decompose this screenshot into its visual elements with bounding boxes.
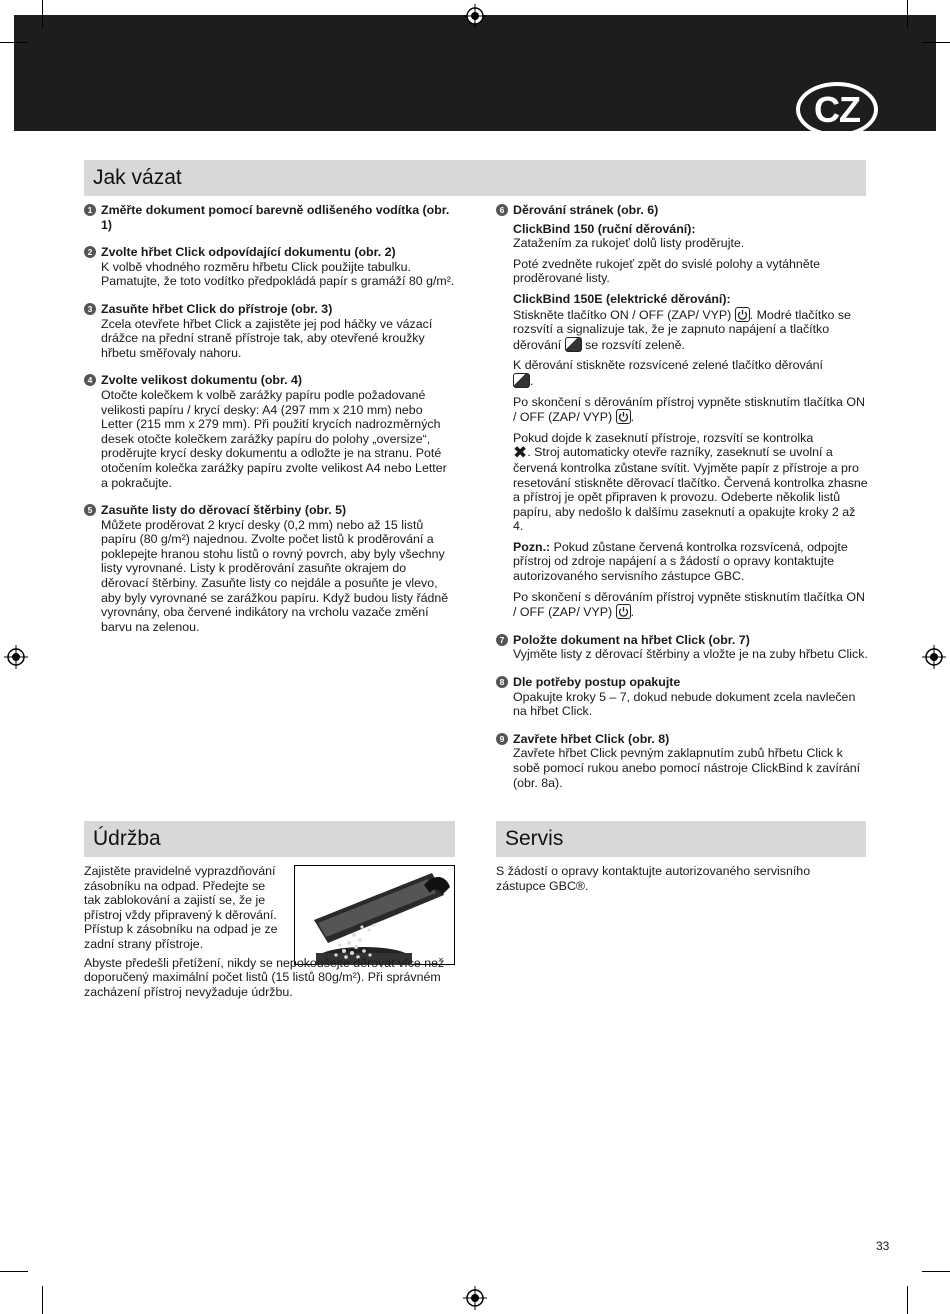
power-button-icon xyxy=(616,604,631,619)
registration-mark-icon xyxy=(4,645,28,669)
jam-x-icon: ✖ xyxy=(513,443,528,463)
country-badge: CZ xyxy=(796,82,878,137)
step-6: 6 Děrování stránek (obr. 6) ClickBind 150 (ruční děrování): Zatažením za rukojeť dolů listy proděrujte. Poté zvedněte rukojeť zpět do svislé polohy a vytáhněte proděrované listy. ClickBind 150E (elektrické děrování): Stiskněte tlačítko ON / OFF (ZAP/ VYP) . Modré tlačítko se rozsvítí a signalizuje tak, že je zapnuto napájení a tlačítko děrování se rozsvítí zeleně. K děrování stiskněte rozsvícené zelené tlačítko děrování . Po skončení s děrováním přístroj vypněte stisknutím tlačítka ON / OFF (ZAP/ VYP) . Pokud dojde k zaseknutí přístroje, rozsvítí se kontrolka ✖. Stroj automaticky otevře razníky, zaseknutí se uvolní a červená kontrolka zůstane svítit. Vyjměte papír z přístroje a pro resetování stiskněte děrovací tlačítko. Červená kontrolka zhasne a přístroj je opět připraven k provozu. Odeberte několik listů papíru, aby nedošlo k dalšímu zaseknutí a opakujte kroky 2 až 4. Pozn.: Pokud zůstane červená kontrolka rozsvícená, odpojte přístroj od zdroje napájení a s žádostí o opravy kontaktujte autorizovaného servisního zástupce GBC. Po skončení s děrováním přístroj vypněte stisknutím tlačítka ON / OFF (ZAP/ VYP) . xyxy=(496,203,868,620)
servis-text xyxy=(496,864,856,897)
step-text: Zavřete hřbet Click pevným zaklapnutím zubů hřbetu Click k sobě pomocí rukou anebo pomocí nástroje ClickBind k zavírání (obr. 8a). xyxy=(513,746,861,790)
step-7 xyxy=(496,633,868,662)
step-8 xyxy=(496,675,868,719)
punch-button-icon xyxy=(513,373,530,388)
manual-text-1: Zatažením za rukojeť dolů listy proděrujte. xyxy=(513,236,745,251)
crop-mark xyxy=(922,42,950,43)
crop-mark xyxy=(907,0,908,28)
crop-mark xyxy=(0,42,28,43)
section-heading-udrzba: Údržba xyxy=(84,821,455,857)
step-text: Zcela otevřete hřbet Click a zajistěte jej pod háčky ve vázací drážce na přední straně přístroje tak, aby otevřené kroužky hřbetu směřovaly nahoru. xyxy=(101,316,433,360)
step-number: 8 xyxy=(496,676,508,688)
step-2 xyxy=(84,245,456,289)
registration-mark-icon xyxy=(463,4,487,28)
electric-text-2: K děrování stiskněte rozsvícené zelené tlačítko děrování xyxy=(513,358,823,373)
step-3 xyxy=(84,302,456,360)
step-number: 5 xyxy=(84,504,96,516)
step-title: Zavřete hřbet Click (obr. 8) xyxy=(513,731,670,746)
crop-mark xyxy=(922,1271,950,1272)
registration-mark-icon xyxy=(463,1286,487,1310)
header-bar xyxy=(14,15,936,131)
udrzba-text xyxy=(84,864,456,1003)
step-title: Zvolte velikost dokumentu (obr. 4) xyxy=(101,373,303,388)
step-text: Opakujte kroky 5 – 7, dokud nebude dokument zcela navlečen na hřbet Click. xyxy=(513,689,856,719)
step-text: Můžete proděrovat 2 krycí desky (0,2 mm) nebo až 15 listů papíru (80 g/m²) najednou. Zvolte počet listů k proděrování a poklepejte hranou stohu listů o rovný povrch, aby byly všechny listy vyrovnané. Listy k proděrování zasuňte okrajem do děrovací štěrbiny. Zasuňte listy co nejdále a posuňte je vlevo, aby byly vyrovnané se zarážkou papíru. Když budou listy řádně vyrovnány, oba červené indikátory na vrcholu vazače změní barvu na zelenou. xyxy=(101,517,449,634)
udrzba-paragraph-2: Abyste předešli přetížení, nikdy se nepokoušejte děrovat více než doporučený maximální počet listů (15 listů 80g/m²). Při správném zacházení přístroj nevyžaduje údržbu. xyxy=(84,955,445,999)
manual-text-2: Poté zvedněte rukojeť zpět do svislé polohy a vytáhněte proděrované listy. xyxy=(513,256,821,286)
step-title: Zvolte hřbet Click odpovídající dokumentu (obr. 2) xyxy=(101,245,396,260)
jam-text-2: . Stroj automaticky otevře razníky, zaseknutí se uvolní a červená kontrolka zůstane svítit. Vyjměte papír z přístroje a pro resetování stiskněte děrovací tlačítko. Červená kontrolka zhasne a přístroj je opět připraven k provozu. Odeberte několik listů papíru, aby nedošlo k dalšímu zaseknutí a opakujte kroky 2 až 4. xyxy=(513,445,868,534)
step-title: Dle potřeby postup opakujte xyxy=(513,675,681,690)
section-heading-servis: Servis xyxy=(496,821,866,857)
electric-text-1b: . Modré tlačítko se rozsvítí a signalizuje tak, že je zapnuto napájení a tlačítko děrování xyxy=(513,307,851,352)
step-4 xyxy=(84,373,456,490)
right-column xyxy=(496,203,868,803)
crop-mark xyxy=(42,0,43,28)
jam-text-1: Pokud dojde k zaseknutí přístroje, rozsvítí se kontrolka xyxy=(513,430,814,445)
step-title: Děrování stránek (obr. 6) xyxy=(513,203,659,217)
step-1 xyxy=(84,203,456,232)
step-9 xyxy=(496,732,868,790)
servis-paragraph: S žádostí o opravy kontaktujte autorizovaného servisního zástupce GBC®. xyxy=(496,864,811,893)
step-title: Položte dokument na hřbet Click (obr. 7) xyxy=(513,632,750,647)
step-title: Zasuňte hřbet Click do přístroje (obr. 3) xyxy=(101,301,333,316)
registration-mark-icon xyxy=(922,645,946,669)
step-5 xyxy=(84,503,456,634)
note-text: Pokud zůstane červená kontrolka rozsvícená, odpojte přístroj od zdroje napájení a s žádostí o opravy kontaktujte autorizovaného servisního zástupce GBC. xyxy=(513,539,848,584)
electric-text-3: Po skončení s děrováním přístroj vypněte stisknutím tlačítka ON / OFF (ZAP/ VYP) xyxy=(513,394,865,425)
step-number: 4 xyxy=(84,374,96,386)
punch-button-icon xyxy=(565,337,582,352)
step-number: 1 xyxy=(84,204,96,216)
step-number: 6 xyxy=(496,204,508,216)
step-title: Změřte dokument pomocí barevně odlišeného vodítka (obr. 1) xyxy=(101,203,450,232)
electric-text-1a: Stiskněte tlačítko ON / OFF (ZAP/ VYP) xyxy=(513,307,735,322)
left-column xyxy=(84,203,456,647)
power-button-icon xyxy=(616,409,631,424)
step-number: 3 xyxy=(84,303,96,315)
udrzba-paragraph-1: Zajistěte pravidelné vyprazdňování zásobníku na odpad. Předejte se tak zablokování a zajistí se, že je přístroj vždy připravený k děrování. Přístup k zásobníku na odpad je ze zadní strany přístroje. xyxy=(84,864,278,951)
step-number: 7 xyxy=(496,634,508,646)
step-text: Vyjměte listy z děrovací štěrbiny a vložte je na zuby hřbetu Click. xyxy=(513,647,868,662)
note-label: Pozn.: xyxy=(513,539,551,554)
step-text: Otočte kolečkem k volbě zarážky papíru podle požadované velikosti papíru / krycí desky: A4 (297 mm x 210 mm) nebo Letter (215 mm x 279 mm). Při použití krycích nadrozměrných desek otočte kolečkem zarážky papíru do polohy „oversize“, proděrujte krycí desky dokumentu a odložte je na stranu. Poté otočením kolečka zarážky papíru zvolte velikost A4 nebo Letter a pokračujte. xyxy=(101,387,447,490)
crop-mark xyxy=(0,1271,28,1272)
electric-text-1c: se rozsvítí zeleně. xyxy=(581,337,685,352)
step-number: 2 xyxy=(84,246,96,258)
step-title: Zasuňte listy do děrovací štěrbiny (obr. 5) xyxy=(101,503,347,518)
subheading-electric: ClickBind 150E (elektrické děrování): xyxy=(513,291,731,306)
subheading-manual: ClickBind 150 (ruční děrování): xyxy=(513,221,696,236)
end-text: Po skončení s děrováním přístroj vypněte stisknutím tlačítka ON / OFF (ZAP/ VYP) xyxy=(513,589,865,620)
step-number: 9 xyxy=(496,733,508,745)
step-text: K volbě vhodného rozměru hřbetu Click použijte tabulku. Pamatujte, že toto vodítko předpokládá papír s gramáží 80 g/m². xyxy=(101,259,455,289)
crop-mark xyxy=(907,1286,908,1314)
power-button-icon xyxy=(735,307,750,322)
crop-mark xyxy=(42,1286,43,1314)
section-heading-jak-vazat: Jak vázat xyxy=(84,160,866,196)
page-number: 33 xyxy=(876,1239,890,1253)
